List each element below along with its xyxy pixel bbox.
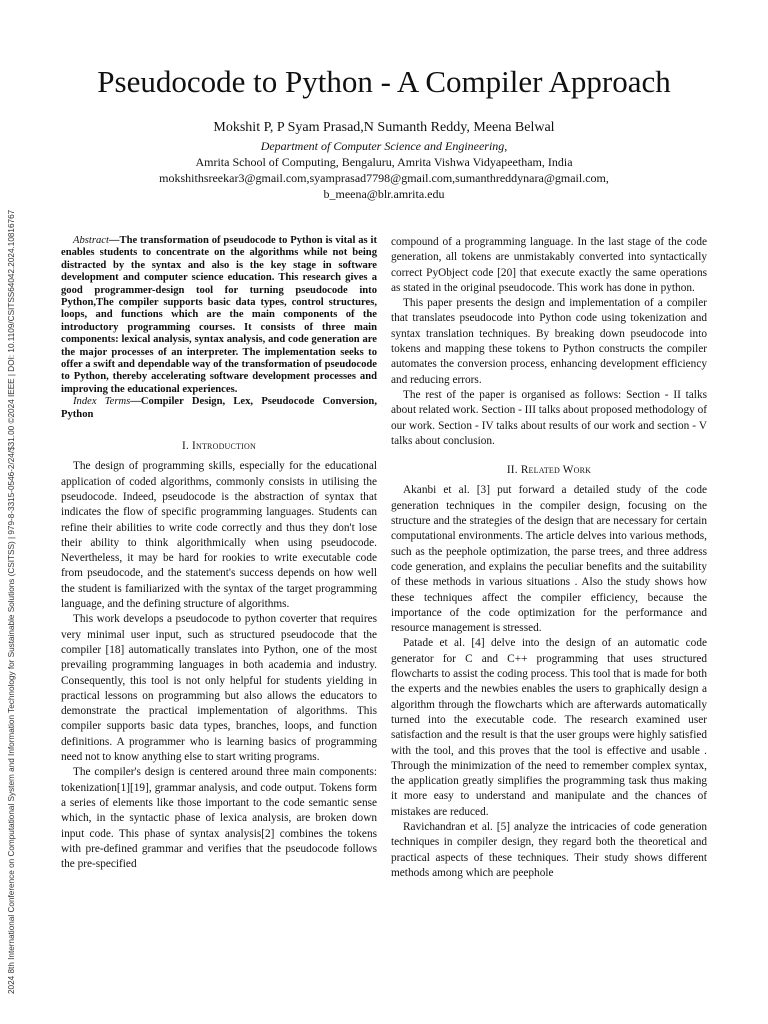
section-heading-introduction: I. Introduction [182,440,256,453]
paragraph: Ravichandran et al. [5] analyze the intricacies of code generation techniques in compiler design, they regard both the theoretical and practical aspects of these techniques. Their study shows different methods among which are peephole [391,820,707,879]
abstract-text: —The transformation of pseudocode to Python is vital as it enables students to concentrate on the algorithms while not being distracted by the syntax and also is the key stage in software development and computer science education. This research gives a good programmer-design tool for turning pseudocode into Python,The compiler supports basic data types, control structures, loops, and functions which are the main components of the introductory programming courses. It consists of three main components: lexical analysis, syntax analysis, and code generation are the major processes of an interpreter. The implementation seeks to offer a swift and dependable way of the transformation of pseudocode to Python, thereby accelerating software development processes and improving the educational experiences. [61,235,377,395]
author-block [40,118,728,202]
paragraph: This work develops a pseudocode to python coverter that requires very minimal user input, such as structured pseudocode that the compiler [18] automatically translates into Python, one of the most prevailing programming languages in both academia and industry. Consequently, this tool is not only helpful for students yielding in practical lessons on programming but also allows the educators to demonstrate the practical implementation of algorithms. This compiler supports basic data types, branches, loops, and function definitions. A programmer who is learning basics of programming need not to know anything else to start writing programs. [61,613,377,764]
abstract-label: Abstract [73,235,109,246]
affiliation: Amrita School of Computing, Bengaluru, Amrita Vishwa Vidyapeetham, India [195,155,573,169]
index-terms-label: Index Terms [73,396,131,408]
left-column [61,235,377,872]
right-column [391,235,707,881]
paragraph: Patade et al. [4] delve into the design of an automatic code generator for C and C++ programming that uses structured flowcharts to assist the coding process. This tool that is made for both the experts and the newbies enables the users to graphically design a algorithm through the flowcharts which are afterwards automatically turned into the executable code. The research examined user satisfaction and the result is that the user groups were highly satisfied with the tool, and this proves that the tool is effective and usable . Through the minimization of the need to remember complex syntax, the application greatly simplifies the programming task thus making it more easy to understand and manipulate and the chances of mistakes are reduced. [391,637,707,818]
department: Department of Computer Science and Engineering, [260,139,508,153]
section-heading-related-work: II. Related Work [506,464,592,477]
paper-title: Pseudocode to Python - A Compiler Approach [97,64,671,99]
index-terms-text: —Compiler Design, Lex, Pseudocode Conversion, Python [61,396,377,420]
author-emails-line-2: b_meena@blr.amrita.edu [323,187,445,201]
conference-doi-text: 2024 8th International Conference on Computational System and Information Technology for Sustainable Solutions (CSITSS) | 979-8-3315-0546-2/24/$31.00 ©2024 IEEE | DOI: 10.1109/CSITSS64042.2024.10816767 [7,209,16,994]
author-emails-line-1: mokshithsreekar3@gmail.com,syamprasad7798@gmail.com,sumanthreddynara@gmail.com, [159,171,609,185]
conference-sidebar [5,46,21,994]
paragraph-continued: compound of a programming language. In the last stage of the code generation, all tokens are unmistakably converted into syntactically correct PyObject code [20] that execute exactly the same operations as stated in the original pseudocode. This work has done in python. [391,236,707,294]
paragraph: This paper presents the design and implementation of a compiler that translates pseudocode into Python code using tokenization and syntax translation techniques. By breaking down pseudocode into tokens and mapping these tokens to Python constructs the compiler automates the conversion process, enhancing development efficiency and reducing errors. [391,297,707,386]
paragraph: The design of programming skills, especially for the educational application of coded algorithms, commonly consists in utilising the pseudocode. Indeed, pseudocode is the abstraction of syntax that indicates the flow of specific programming languages. Students can refine their abilities to write code correctly and thus they don't lose their ability to think algorithmically when using pseudocode. Nevertheless, it may be hard for rookies to write executable code from pseudocode, and the statement's success depends on how well the student is familiarized with the syntax of the target programming language, and the defining structure of algorithms. [61,460,377,611]
paragraph: The rest of the paper is organised as follows: Section - II talks about related work. Section - III talks about proposed methodology of our work. Section - IV talks about results of our work and section - V talks about conclusion. [391,388,707,447]
abstract [61,235,377,396]
paragraph: Akanbi et al. [3] put forward a detailed study of the code generation techniques in the compiler design, focusing on the structure and the strategies of the design that are necessary for certain computational environments. The article delves into various methods, such as the peephole optimization, the parse trees, and three address code generation, and explains the peculiar benefits and the suitability of these methods in various situations . Also the study shows how these techniques affect the compiler efficiency, because the importance of the code optimization for the performance and resource management is stressed. [391,484,707,635]
index-terms [61,396,377,421]
paragraph: The compiler's design is centered around three main components: tokenization[1][19], grammar analysis, and code output. Tokens form a series of elements like those important to the code semantic sense which, in the syntactic phase of lexica analysis, are broken down input code. This phase of syntax analysis[2] combines the tokens with pre-defined grammar and verifies that the pseudocode follows the pre-specified [61,766,377,871]
author-names: Mokshit P, P Syam Prasad,N Sumanth Reddy, Meena Belwal [213,120,555,135]
